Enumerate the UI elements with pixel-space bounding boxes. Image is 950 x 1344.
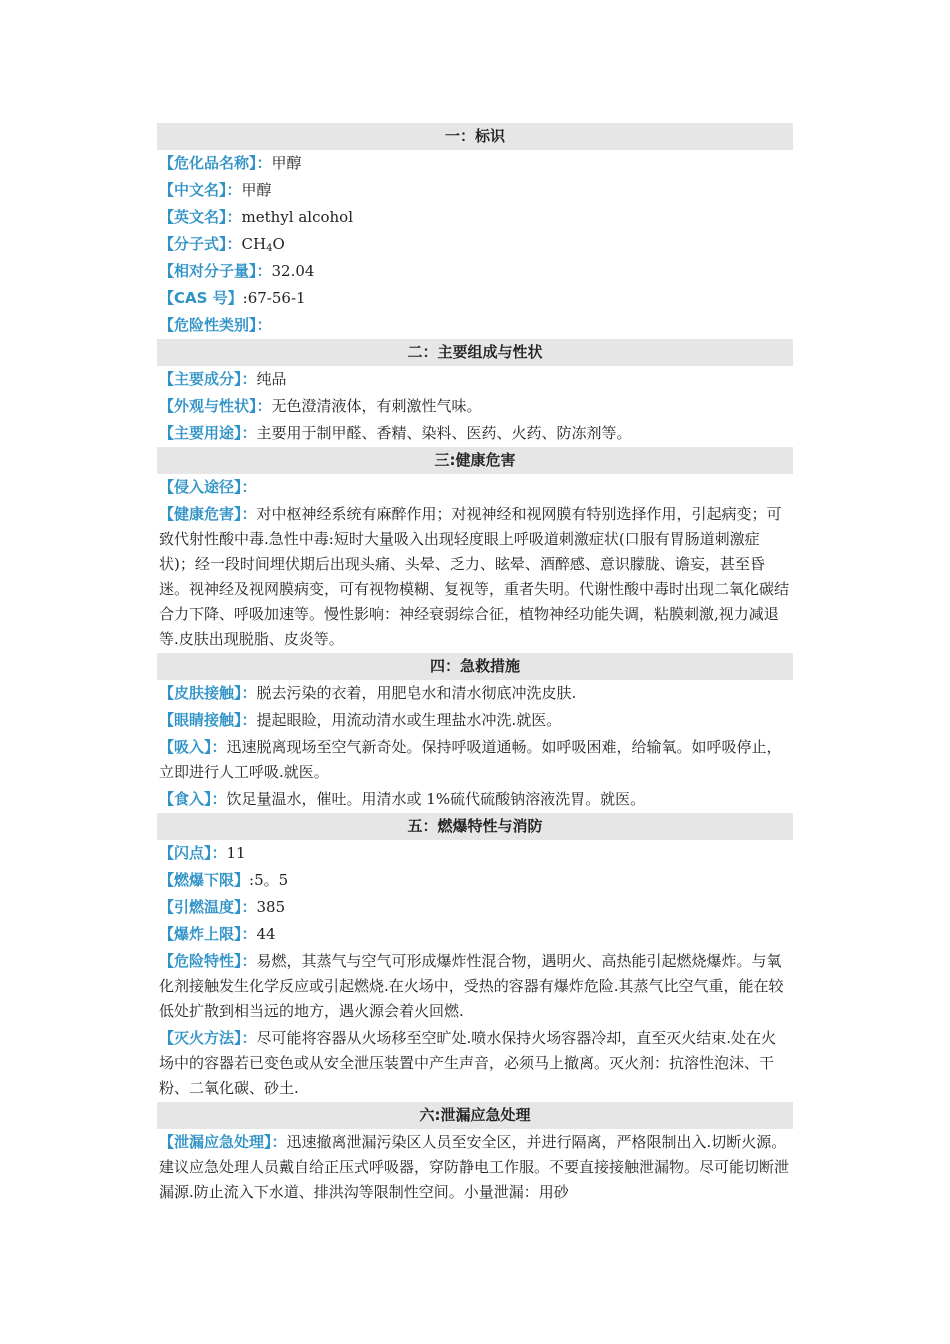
field-upper-explosive-limit — [157, 921, 793, 948]
field-value: 脱去污染的衣着，用肥皂水和清水彻底冲洗皮肤. — [256, 684, 577, 702]
field-eye-contact — [157, 707, 793, 734]
field-label: 【吸入】： — [159, 738, 227, 756]
field-label: 【侵入途径】： — [159, 478, 257, 496]
field-label: 【泄漏应急处理】： — [159, 1133, 287, 1151]
field-appearance — [157, 393, 793, 420]
field-label: 【分子式】： — [159, 235, 242, 253]
field-value: 迅速脱离现场至空气新奇处。保持呼吸道通畅。如呼吸困难，给输氧。如呼吸停止，立即进行人工呼吸.就医。 — [159, 738, 782, 781]
field-label: 【眼睛接触】： — [159, 711, 257, 729]
field-value — [242, 235, 285, 253]
field-label: 【皮肤接触】： — [159, 684, 257, 702]
field-value: 提起眼睑，用流动清水或生理盐水冲洗.就医。 — [256, 711, 562, 729]
field-label: 【外观与性状】： — [159, 397, 272, 415]
field-label: 【燃爆下限】 — [159, 871, 250, 889]
field-ignition-temperature — [157, 894, 793, 921]
field-value: 饮足量温水，催吐。用清水或 1%硫代硫酸钠溶液洗胃。就医。 — [226, 790, 646, 808]
field-label: 【健康危害】： — [159, 505, 257, 523]
field-label: 【主要成分】： — [159, 370, 257, 388]
field-value: 主要用于制甲醛、香精、染料、医药、火药、防冻剂等。 — [256, 424, 632, 442]
field-lower-explosive-limit — [157, 867, 793, 894]
field-molecular-formula — [157, 231, 793, 258]
field-label: 【主要用途】： — [159, 424, 257, 442]
field-english-name — [157, 204, 793, 231]
field-label: 【引燃温度】： — [159, 898, 257, 916]
field-flash-point — [157, 840, 793, 867]
field-value: 尽可能将容器从火场移至空旷处.喷水保持火场容器冷却，直至灭火结束.处在火场中的容器若已变色或从安全泄压装置中产生声音，必须马上撤离。灭火剂：抗溶性泡沫、干粉、二氧化碳、砂土. — [159, 1029, 777, 1097]
field-value: 迅速撤离泄漏污染区人员至安全区，并进行隔离，严格限制出入.切断火源。建议应急处理人员戴自给正压式呼吸器，穿防静电工作服。不要直接接触泄漏物。尽可能切断泄漏源.防止流入下水道、排洪沟等限制性空间。小量泄漏：用砂 — [159, 1133, 790, 1201]
field-hazard-characteristics — [157, 948, 793, 1025]
field-hazard-class — [157, 312, 793, 339]
field-value: :67-56-1 — [242, 289, 306, 307]
field-value: 11 — [226, 844, 246, 862]
field-label: 【英文名】： — [159, 208, 242, 226]
field-label: 【爆炸上限】： — [159, 925, 257, 943]
field-value: 385 — [256, 898, 286, 916]
field-label: 【危化品名称】： — [159, 154, 272, 172]
field-label: 【危险性类别】： — [159, 316, 272, 334]
field-main-uses — [157, 420, 793, 447]
field-cas-number — [157, 285, 793, 312]
field-label: 【灭火方法】： — [159, 1029, 257, 1047]
field-label: 【食入】： — [159, 790, 227, 808]
field-value: 对中枢神经系统有麻醉作用；对视神经和视网膜有特别选择作用，引起病变；可致代射性酸中毒.急性中毒:短时大量吸入出现轻度眼上呼吸道刺激症状(口服有胃肠道刺激症状)；经一段时间埋伏期后出现头痛、头晕、乏力、眩晕、酒醉感、意识朦胧、谵妄，甚至昏迷。视神经及视网膜病变，可有视物模糊、复视等，重者失明。代谢性酸中毒时出现二氧化碳结合力下降、呼吸加速等。慢性影响：神经衰弱综合征，植物神经功能失调，粘膜刺激,视力减退等.皮肤出现脱脂、皮炎等。 — [159, 505, 790, 648]
section-header-health-hazards: 三:健康危害 — [157, 447, 793, 474]
section-header-composition: 二：主要组成与性状 — [157, 339, 793, 366]
field-health-hazards — [157, 501, 793, 653]
section-header-identification: 一：标识 — [157, 123, 793, 150]
field-label: 【闪点】： — [159, 844, 227, 862]
formula-prefix: CH — [241, 235, 267, 253]
msds-document — [157, 123, 793, 1206]
formula-suffix: O — [272, 235, 285, 253]
field-ingestion — [157, 786, 793, 813]
section-header-fire-explosion: 五：燃爆特性与消防 — [157, 813, 793, 840]
field-value: 32.04 — [271, 262, 315, 280]
section-header-spill-response: 六:泄漏应急处理 — [157, 1102, 793, 1129]
field-value: 纯品 — [256, 370, 287, 388]
field-label: 【相对分子量】： — [159, 262, 272, 280]
field-label: 【中文名】： — [159, 181, 242, 199]
field-main-component — [157, 366, 793, 393]
field-spill-response — [157, 1129, 793, 1206]
field-exposure-routes — [157, 474, 793, 501]
field-value: 易燃，其蒸气与空气可形成爆炸性混合物，遇明火、高热能引起燃烧爆炸。与氧化剂接触发生化学反应或引起燃烧.在火场中，受热的容器有爆炸危险.其蒸气比空气重，能在较低处扩散到相当远的地方，遇火源会着火回燃. — [159, 952, 784, 1020]
field-chinese-name — [157, 177, 793, 204]
field-value: 甲醇 — [271, 154, 302, 172]
section-header-first-aid: 四：急救措施 — [157, 653, 793, 680]
field-value: :5。5 — [249, 871, 289, 889]
field-molecular-weight — [157, 258, 793, 285]
field-value: 44 — [256, 925, 276, 943]
formula-subscript: 4 — [266, 243, 273, 254]
field-hazchem-name — [157, 150, 793, 177]
field-value: methyl alcohol — [241, 208, 354, 226]
field-value: 甲醇 — [241, 181, 272, 199]
field-inhalation — [157, 734, 793, 786]
field-label: 【CAS 号】 — [159, 289, 243, 307]
field-label: 【危险特性】： — [159, 952, 257, 970]
field-skin-contact — [157, 680, 793, 707]
field-extinguishing-method — [157, 1025, 793, 1102]
field-value: 无色澄清液体，有刺激性气味。 — [271, 397, 482, 415]
